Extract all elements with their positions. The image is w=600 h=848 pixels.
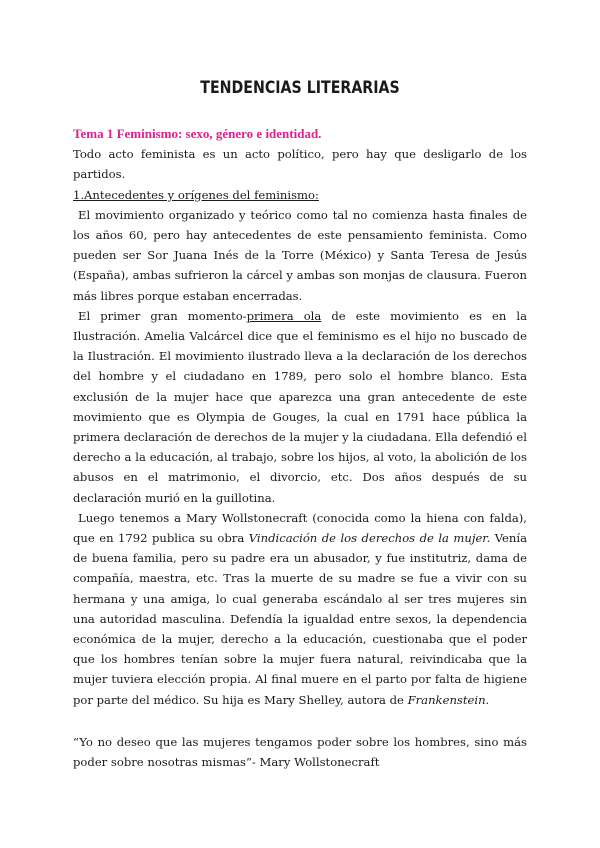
paragraph-antecedents: El movimiento organizado y teórico como tal no comienza hasta finales de los años 60, pero hay antecedentes de este pensamiento feminista. Como pueden ser Sor Juana Inés de la Torre (México) y Santa Teresa de Jesús (España), ambas sufrieron la cárcel y ambas son monjas de clausura. Fueron más libres porque estaban encerradas.: [73, 207, 527, 303]
work-title: Vindicación de los derechos de la mujer.: [248, 531, 491, 546]
first-wave-text-start: El primer gran momento-: [78, 308, 247, 323]
first-wave-text-end: de este movimiento es en la Ilustración. Amelia Valcárcel dice que el feminismo es el hijo no buscado de la Ilustración. El movimiento ilustrado lleva a la declaración de los derechos del hombre y el ciudadano en 1789, pero solo el hombre blanco. Esta exclusión de la mujer hace que aparezca una gran antecedente de este movimiento que es Olympia de Gouges, la cual en 1791 hace pública la primera declaración de derechos de la mujer y la ciudadana. Ella defendió el derecho a la educación, al trabajo, sobre los hijos, al voto, la abolición de los abusos en el matrimonio, el divorcio, etc. Dos años después de su declaración murió en la guillotina.: [73, 308, 527, 505]
book-title: Frankenstein.: [407, 692, 490, 707]
document-title: TENDENCIAS LITERARIAS: [200, 78, 400, 97]
document-body: [73, 124, 527, 772]
wollstonecraft-text-start: Luego tenemos a Mary Wollstonecraft (conocida como la hiena con falda), que en 1792 publica su obra: [73, 510, 527, 546]
quote-paragraph: “Yo no deseo que las mujeres tengamos poder sobre los hombres, sino más poder sobre nosotras mismas”- Mary Wollstonecraft: [73, 734, 527, 770]
section-heading: 1.Antecedentes y orígenes del feminismo:: [73, 187, 319, 202]
topic-heading: Tema 1 Feminismo: sexo, género e identidad.: [73, 126, 322, 141]
paragraph-first-wave: [73, 306, 527, 508]
first-wave-underlined: primera ola: [246, 308, 322, 323]
wollstonecraft-text-middle: Venía de buena familia, pero su padre era un abusador, y fue institutriz, dama de compañía, maestra, etc. Tras la muerte de su madre se fue a vivir con su hermana y una amiga, lo cual generaba escándalo al ser tres mujeres sin una autoridad masculina. Defendía la igualdad entre sexos, la dependencia económica de la mujer, derecho a la educación, cuestionaba que el poder que los hombres tenían sobre la mujer fuera natural, reivindicaba que la mujer tuviera elección propia. Al final muere en el parto por falta de higiene por parte del médico. Su hija es Mary Shelley, autora de: [73, 531, 527, 707]
intro-paragraph: Todo acto feminista es un acto político, pero hay que desligarlo de los partidos.: [73, 147, 527, 182]
paragraph-wollstonecraft: [73, 508, 527, 710]
